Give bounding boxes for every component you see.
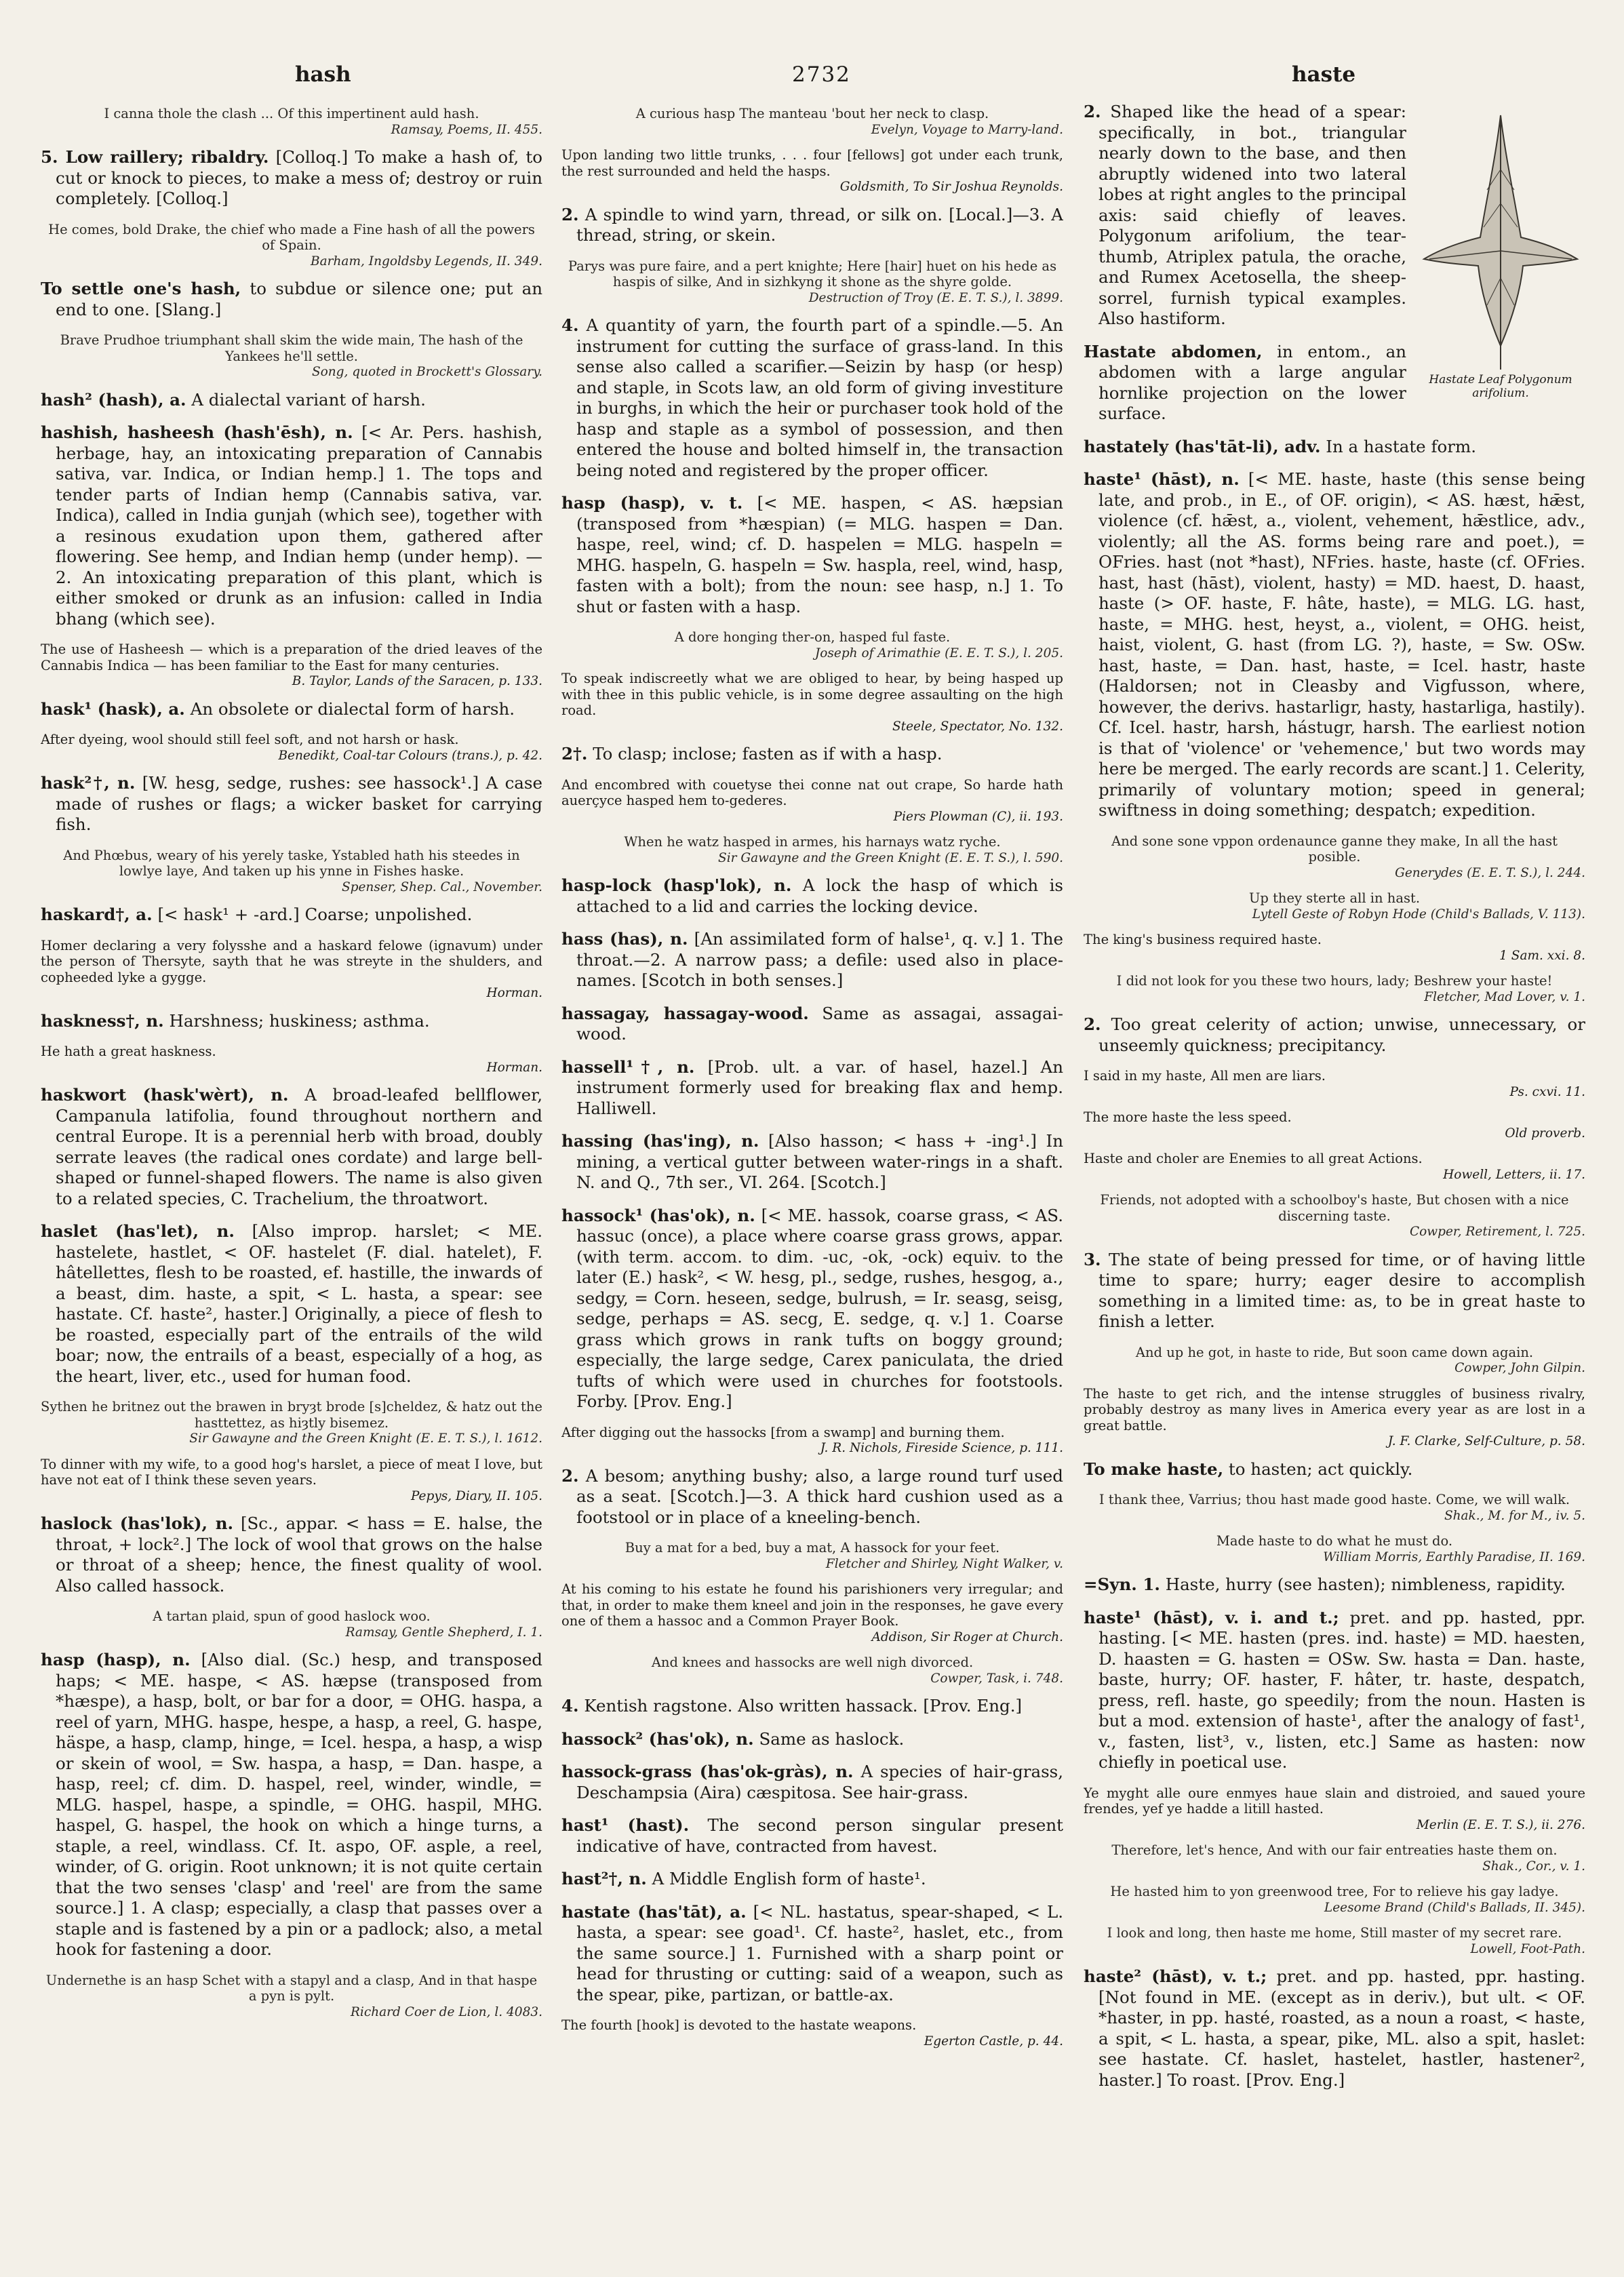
entry-headword: haskwort (hask'wèrt), n. [41,1085,289,1105]
dictionary-entry [1084,1575,1585,1596]
dictionary-entry [561,315,1063,481]
citation-source: J. R. Nichols, Fireside Science, p. 111. [820,1441,1063,1455]
entry-headword: To make haste, [1084,1459,1224,1479]
citation-source: Cowper, Retirement, l. 725. [1410,1225,1585,1239]
entry-headword: 4. [561,315,579,335]
dictionary-entry [41,905,542,926]
dictionary-entry [561,929,1063,991]
citation-source: Destruction of Troy (E. E. T. S.), l. 3899. [808,290,1063,305]
dictionary-entry [561,1131,1063,1193]
citation-text: The haste to get rich, and the intense struggles of business rivalry, probably destroy as many lives in America every year as are lost in a great battle. [1084,1385,1585,1433]
citation-quote [41,106,542,138]
entry-headword: haslock (has'lok), n. [41,1513,234,1533]
dictionary-entry [561,1004,1063,1045]
entry-headword: hassing (has'ing), n. [561,1131,759,1151]
entry-headword: haste¹ (hāst), n. [1084,469,1240,489]
citation-text: A tartan plaid, spun of good haslock woo. [153,1608,431,1624]
citation-text: And encombred with couetyse thei conne nat out crape, So harde hath auerçyce hasped hem to-gederes. [561,776,1063,808]
entry-headword: hask²†, n. [41,773,136,793]
entry-definition: [< Ar. Pers. hashish, herbage, hay, an intoxicating preparation of Cannabis sativa, var. Indica, or Indian hemp.] 1. The tops and tender parts of Indian hemp (Cannabis sativa, var. Indica), called in India gunjah (which see), together with a resinous exudation upon them, gathered after flowering. See hemp, and Indian hemp (under hemp). —2. An intoxicating preparation of this plant, which is either smoked or drunk as an infusion: called in India bhang (which see). [56,422,542,629]
entry-definition: [< NL. hastatus, spear-shaped, < L. hasta, a spear: see goad¹. Cf. haste², haslet, etc., from the same source.] 1. Furnished with a sharp point or head for thrusting or cutting: said of a weapon, such as the spear, pike, partizan, or battle-ax. [576,1901,1063,2004]
entry-definition: The state of being pressed for time, or of having little time to spare; hurry; eager desire to accomplish something in a limited time: as, to be in great haste to finish a letter. [1098,1249,1585,1331]
entry-definition: A lock the hasp of which is attached to a lid and carries the locking device. [576,875,1063,916]
citation-quote [1084,1925,1585,1957]
entry-definition: An obsolete or dialectal form of harsh. [190,698,515,719]
citation-note [561,1581,1063,1645]
dictionary-entry [1084,1966,1585,2091]
entry-definition: [Sc., appar. < hass = E. halse, the throat, + lock².] The lock of wool that grows on the halse or throat of a sheep; hence, the finest quality of wool. Also called hassock. [56,1513,542,1596]
entry-headword: hassock-grass (has'ok-gràs), n. [561,1762,854,1781]
citation-source: Fletcher, Mad Lover, v. 1. [1424,989,1585,1004]
citation-text: Homer declaring a very folysshe and a haskard felowe (ignavum) under the person of Thersyte, sayth that he was streyte in the shulders, and copheeded lyke a gygge. [41,937,542,985]
dictionary-entry [561,1696,1063,1717]
citation-text: I thank thee, Varrius; thou hast made good haste. Come, we will walk. [1098,1492,1570,1507]
citation-text: I look and long, then haste me home, Still master of my secret rare. [1107,1925,1562,1941]
citation-quote [561,106,1063,138]
citation-quote [41,222,542,270]
entry-definition: Haste, hurry (see hasten); nimbleness, rapidity. [1165,1575,1566,1594]
citation-note [1084,1068,1585,1100]
citation-quote [1084,1492,1585,1524]
entry-definition: to hasten; act quickly. [1228,1459,1413,1479]
citation-source: Cowper, Task, i. 748. [930,1671,1063,1686]
entry-headword: hass (has), n. [561,929,688,949]
page-number: 2732 [792,62,851,87]
citation-source: Ramsay, Gentle Shepherd, I. 1. [345,1625,542,1640]
entry-headword: hassagay, hassagay-wood. [561,1003,809,1023]
entry-definition: To clasp; inclose; fasten as if with a hasp. [593,744,943,764]
entry-headword: 5. Low raillery; ribaldry. [41,147,269,167]
citation-source: Generydes (E. E. T. S.), l. 244. [1395,865,1585,880]
citation-source: Goldsmith, To Sir Joshua Reynolds. [839,180,1063,194]
dictionary-entry [561,1729,1063,1750]
citation-text: Therefore, let's hence, And with our fair entreaties haste them on. [1111,1842,1558,1858]
citation-source: Old proverb. [1505,1126,1585,1141]
dictionary-entry [561,1902,1063,2006]
citation-source: Ramsay, Poems, II. 455. [391,122,542,137]
entry-definition: [Also hasson; < hass + -ing¹.] In mining, a vertical gutter between water-rings in a shaft. N. and Q., 7th ser., VI. 264. [Scotch.] [576,1131,1063,1192]
citation-quote [41,848,542,896]
citation-source: Sir Gawayne and the Green Knight (E. E. T. S.), l. 1612. [189,1431,542,1446]
citation-source: Horman. [486,1060,542,1075]
entry-definition: pret. and pp. hasted, ppr. hasting. [< ME. hasten (pres. ind. haste) = MD. haesten, D. haasten = G. hasten = OSw. Sw. hasta = Dan. haste, baste, hurry; OF. haster, F. hâter, tr. haste, despatch, press, refl. haste, go speedily; from the noun. Hasten is but a mod. extension of haste¹, after the analogy of fast¹, v., fasten, list³, v., listen, etc.] Same as hasten: now chiefly in poetical use. [1098,1607,1585,1772]
dictionary-entry [1084,1250,1585,1332]
entry-headword: hashish, hasheesh (hash'ēsh), n. [41,422,353,442]
entry-definition: A Middle English form of haste¹. [652,1869,926,1888]
citation-note [1084,1151,1585,1183]
entry-definition: [Colloq.] To make a hash of, to cut or knock to pieces, to make a mess of; destroy or ruin completely. [Colloq.] [56,147,542,208]
citation-note [561,2017,1063,2049]
citation-text: After digging out the hassocks [from a swamp] and burning them. [561,1424,1005,1440]
citation-note [1084,1785,1585,1834]
citation-quote [561,834,1063,866]
entry-definition: A spindle to wind yarn, thread, or silk on. [Local.]—3. A thread, string, or skein. [576,204,1063,245]
citation-source: Addison, Sir Roger at Church. [871,1629,1063,1644]
entry-headword: To settle one's hash, [41,279,241,298]
dictionary-entry [1084,1014,1585,1056]
citation-quote [1084,1345,1585,1377]
dictionary-entry [561,1869,1063,1890]
citation-quote [561,1540,1063,1572]
citation-text: He comes, bold Drake, the chief who made a Fine hash of all the powers of Spain. [48,221,535,253]
entry-definition: Same as assagai, assagai-wood. [576,1003,1063,1044]
citation-quote [41,332,542,380]
entry-headword: hasp-lock (hasp'lok), n. [561,875,792,895]
citation-source: Evelyn, Voyage to Marry-land. [871,122,1063,137]
citation-text: Upon landing two little trunks, . . . four [fellows] got under each trunk, the rest surrounded and held the hasps. [561,147,1063,179]
citation-source: Ps. cxvi. 11. [1509,1084,1585,1099]
citation-quote [561,629,1063,661]
citation-text: Up they sterte all in hast. [1248,890,1421,906]
citation-note [41,938,542,1002]
citation-text: The more haste the less speed. [1084,1109,1292,1125]
citation-text: A dore honging ther-on, hasped ful faste. [674,629,951,645]
citation-text: Friends, not adopted with a schoolboy's haste, But chosen with a nice discerning taste. [1100,1192,1569,1224]
entry-definition: The second person singular present indicative of have, contracted from havest. [576,1815,1063,1856]
dictionary-entry [41,773,542,835]
dictionary-entry [561,1057,1063,1120]
entry-headword: haskard†, a. [41,905,153,924]
citation-text: Parys was pure faire, and a pert knighte; Here [hair] huet on his hede as haspis of silke, And in sizhkyng it shone as the shyre golde. [568,258,1057,290]
citation-quote [1084,1842,1585,1874]
citation-source: Howell, Letters, ii. 17. [1443,1167,1585,1182]
citation-text: The fourth [hook] is devoted to the hastate weapons. [561,2017,917,2033]
citation-note [561,777,1063,825]
entry-definition: Shaped like the head of a spear: specifically, in bot., triangular nearly down to the base, and then abruptly widened into two lateral lobes at right angles to the principal axis: said chiefly of leaves. Polygonum arifolium, the tear-thumb, Atriplex patula, the orache, and Rumex Acetosella, the sheep-sorrel, furnish typical examples. Also hastiform. [1098,102,1406,328]
citation-text: And up he got, in haste to ride, But soon came down again. [1135,1344,1534,1360]
citation-text: Haste and choler are Enemies to all great Actions. [1084,1151,1423,1166]
dictionary-entry [41,1221,542,1387]
dictionary-entry [1084,1459,1585,1480]
citation-source: William Morris, Earthly Paradise, II. 169. [1323,1549,1585,1564]
citation-note [41,1457,542,1505]
leaf-caption: Hastate Leaf Polygonum arifolium. [1429,373,1572,400]
citation-quote [41,1608,542,1640]
citation-note [41,732,542,764]
citation-text: Sythen he britnez out the brawen in bryȝt brode [s]cheldez, & hatz out the hasttettez, as hiȝtly bisemez. [41,1399,542,1431]
entry-headword: hassock² (has'ok), n. [561,1728,754,1749]
citation-source: Lytell Geste of Robyn Hode (Child's Ballads, V. 113). [1252,907,1585,922]
citation-note [561,147,1063,195]
entry-definition: [Also dial. (Sc.) hesp, and transposed haps; < ME. haspe, < AS. hæpse (transposed from *hæspe), a hasp, bolt, or bar for a door, = OHG. haspa, a reel of yarn, MHG. haspe, hespe, a hasp, a reel, G. haspe, häspe, a hasp, clamp, hinge, = Icel. hespa, a hasp, a wisp or skein of wool, = Sw. haspa, a hasp, = Dan. haspe, a hasp, reel; cf. dim. D. haspel, reel, winder, windle, = MLG. haspel, haspe, a spindle, = OHG. haspil, MHG. haspel, G. haspel, the hook on which a hinge turns, a staple, a reel, windlass. Cf. It. aspo, OF. asple, a reel, winder, of G. origin. Root unknown; it is not quite certain that the two senses 'clasp' and 'reel' are from the same source.] 1. A clasp; especially, a clasp that passes over a staple and is fastened by a pin or a padlock; also, a metal hook for fastening a door. [56,1650,542,1959]
dictionary-entry [561,1466,1063,1528]
citation-source: Joseph of Arimathie (E. E. T. S.), l. 205. [814,646,1063,660]
citation-text: At his coming to his estate he found his parishioners very irregular; and that, in order to make them kneel and join in the responses, he gave every one of them a hassoc and a Common Prayer Book. [561,1581,1063,1629]
dictionary-entry [1084,437,1585,458]
dictionary-entry [41,699,542,720]
citation-quote [1084,890,1585,922]
citation-text: Brave Prudhoe triumphant shall skim the wide main, The hash of the Yankees he'll settle. [60,332,523,364]
citation-quote [561,1655,1063,1686]
entry-headword: 2. [1084,102,1101,121]
column-middle [561,102,1063,2238]
citation-quote [1084,833,1585,882]
entry-headword: hasp (hasp), n. [41,1650,191,1669]
citation-text: After dyeing, wool should still feel soft, and not harsh or hask. [41,732,459,747]
dictionary-entry [561,1206,1063,1412]
entry-definition: [< ME. hassok, coarse grass, < AS. hassuc (once), a place where coarse grass grows, appar. (with term. accom. to dim. -uc, -ok, -ock) equiv. to the later (E.) hask², < W. hesg, pl., sedge, rushes, hesgog, a., sedgy, = Corn. heseen, sedge, bulrush, = Ir. seasg, seisg, sedge, perhaps = AS. secg, E. sedge, q. v.] 1. Coarse grass which grows in rank tufts on boggy ground; especially, the large sedge, Carex paniculata, the dried tufts of which were used in churches for footstools. Forby. [Prov. Eng.] [576,1205,1063,1411]
dictionary-entry [41,1513,542,1596]
entry-headword: hassell¹†, n. [561,1056,695,1077]
citation-source: Richard Coer de Lion, l. 4083. [350,2004,542,2019]
dictionary-entry [561,493,1063,617]
citation-source: J. F. Clarke, Self-Culture, p. 58. [1387,1434,1585,1448]
citation-source: 1 Sam. xxi. 8. [1499,948,1585,963]
dictionary-entry [561,1815,1063,1857]
citation-note [41,1044,542,1075]
citation-source: Merlin (E. E. T. S.), ii. 276. [1416,1817,1585,1832]
entry-headword: 2†. [561,744,588,764]
entry-definition: A species of hair-grass, Deschampsia (Aira) cæspitosa. See hair-grass. [576,1762,1063,1802]
hastate-leaf-illustration [1416,102,1585,400]
citation-quote [1084,1884,1585,1916]
citation-text: The use of Hasheesh — which is a preparation of the dried leaves of the Cannabis Indica — has been familiar to the East for many centuries. [41,641,542,673]
citation-source: Spenser, Shep. Cal., November. [341,879,542,894]
citation-source: Lowell, Foot-Path. [1470,1941,1585,1956]
citation-source: Piers Plowman (C), ii. 193. [893,809,1063,824]
entry-headword: haste¹ (hāst), v. i. and t.; [1084,1607,1339,1627]
dictionary-entry [1084,1608,1585,1773]
citation-text: And Phœbus, weary of his yerely taske, Ystabled hath his steedes in lowlye laye, And taken up his ynne in Fishes haske. [63,847,520,879]
citation-source: Egerton Castle, p. 44. [924,2034,1063,2048]
column-left [41,102,542,2238]
citation-text: He hasted him to yon greenwood tree, For to relieve his gay ladye. [1110,1884,1559,1899]
entry-definition: [< ME. haspen, < AS. hæpsian (transposed from *hæspian) (= MLG. haspen = Dan. haspe, reel, wind; cf. D. haspelen = MLG. haspeln = MHG. haspeln, G. haspeln = Sw. haspla, reel, wind, hasp, fasten with a bolt); from the noun: see hasp, n.] 1. To shut or fasten with a hasp. [576,493,1063,616]
citation-text: He hath a great haskness. [41,1044,216,1059]
entry-definition: [Prob. ult. a var. of hasel, hazel.] An instrument formerly used for breaking flax and hemp. Halliwell. [576,1056,1063,1118]
page-header [0,62,1624,96]
citation-text: Made haste to do what he must do. [1216,1533,1453,1549]
entry-headword: 2. [1084,1014,1101,1034]
citation-quote [1084,973,1585,1005]
entry-headword: 2. [561,204,579,224]
entry-definition: Same as haslock. [759,1728,905,1749]
citation-text: I did not look for you these two hours, lady; Beshrew your haste! [1116,973,1553,989]
entry-headword: hastately (has'tāt-li), adv. [1084,436,1321,456]
citation-source: Fletcher and Shirley, Night Walker, v. [825,1556,1063,1571]
entry-definition: [< hask¹ + -ard.] Coarse; unpolished. [157,905,473,924]
citation-quote [561,258,1063,306]
entry-headword: 4. [561,1696,579,1716]
entry-headword: hassock¹ (has'ok), n. [561,1205,755,1225]
dictionary-entry [561,744,1063,765]
entry-headword: haskness†, n. [41,1010,164,1031]
citation-note [1084,932,1585,964]
entry-definition: A dialectal variant of harsh. [191,389,426,410]
citation-note [561,671,1063,734]
entry-definition: [An assimilated form of halse¹, q. v.] 1. The throat.—2. A narrow pass; a defile: used also in place-names. [Scotch in both senses.] [576,929,1063,990]
dictionary-entry [41,147,542,210]
entry-definition: [< ME. haste, haste (this sense being late, and prob., in E., of OF. origin), < AS. hæst, hǣst, violence (cf. hǣst, a., violent, vehement, hǣstlice, adv., violently; all the AS. forms being rare and poet.), = OFries. hast (not *hast), NFries. haste, haste (cf. OFries. hast, hast (hāst), violent, hasty) = MD. haest, D. haast, haste (> OF. haste, F. hâte, haste), = MLG. LG. hast, haste, = MHG. hest, heyst, a., violent, = OHG. heist, haist, violent, G. hast (from LG. ?), haste, = Sw. OSw. hast, haste, = Dan. hast, haste, = Icel. hastr, haste (Haldorsen; not in Cleasby and Vigfusson, where, however, the derivs. hastarligr, hasty, hastarliga, hastily). Cf. Icel. hastr, harsh, hástugr, harsh. The earliest notion is that of 'violence' or 'vehemence,' but two words may here be merged. The early records are scant.] 1. Celerity, primarily of voluntary motion; speed in general; swiftness in doing something; despatch; expedition. [1098,469,1585,820]
entry-definition: A broad-leafed bellflower, Campanula latifolia, found throughout northern and central Europe. It is a perennial herb with broad, doubly serrate leaves (the radical ones cordate) and large bell-shaped or funnel-shaped flowers. The name is also given to a related species, C. Trachelium, the throatwort. [56,1085,542,1208]
dictionary-entry [41,1085,542,1209]
citation-source: Barham, Ingoldsby Legends, II. 349. [311,254,542,269]
running-head-left: hash [295,62,351,87]
running-head-right: haste [1292,62,1356,87]
dictionary-entry [41,1650,542,1960]
entry-definition: pret. and pp. hasted, ppr. hasting. [Not found in ME. (except as in deriv.), but ult. < OF. *haster, in pp. hasté, roasted, as a noun a roast, < haste, a spit, < L. hasta, a spear, pike, ML. also a spit, haslet: see hastate. Cf. haslet, hastelet, hastler, hastener², haster.] To roast. [Prov. Eng.] [1098,1966,1585,2090]
citation-source: Shak., Cor., v. 1. [1482,1859,1585,1874]
dictionary-entry [1084,469,1585,821]
citation-source: Shak., M. for M., iv. 5. [1444,1508,1585,1523]
entry-definition: A quantity of yarn, the fourth part of a spindle.—5. An instrument for cutting the surface of grass-land. In this sense also called a scarifier.—Seizin by hasp (or hesp) and staple, in Scots law, an old form of giving investiture in burghs, in which the heir or purchaser took hold of the hasp and staple as a symbol of possession, and then entered the house and bolted himself in, the transaction being noted and registered by the proper officer. [576,315,1063,480]
citation-text: A curious hasp The manteau 'bout her neck to clasp. [635,106,989,121]
citation-quote [41,1399,542,1447]
dictionary-entry [561,1762,1063,1803]
entry-headword: 3. [1084,1249,1101,1269]
entry-headword: 2. [561,1465,579,1486]
leaf-icon [1416,102,1585,373]
entry-definition: [Also improp. harslet; < ME. hastelete, hastlet, < OF. hastelet (F. dial. hatelet), F. hâtellettes, flesh to be roasted, ef. hastille, the inwards of a beast, dim. haste, a spit, < L. hasta, a spear: see hastate. Cf. haste², haster.] Originally, a piece of flesh to be roasted, especially part of the entrails of the wild boar; now, the entrails of a beast, especially of a hog, as the heart, liver, etc., used for human food. [56,1221,542,1386]
dictionary-entry [41,279,542,320]
entry-definition: [W. hesg, sedge, rushes: see hassock¹.] A case made of rushes or flags; a wicker basket for carrying fish. [56,773,542,834]
entry-definition: In a hastate form. [1326,436,1477,456]
citation-quote [1084,1533,1585,1565]
entry-definition: Harshness; huskiness; asthma. [169,1010,430,1031]
entry-headword: hash² (hash), a. [41,389,186,410]
entry-headword: hastate (has'tāt), a. [561,1901,747,1922]
citation-note [1084,1386,1585,1450]
citation-source: Benedikt, Coal-tar Colours (trans.), p. 42. [278,748,542,763]
entry-definition: Kentish ragstone. Also written hassack. [Prov. Eng.] [584,1696,1023,1716]
citation-source: Horman. [486,986,542,1000]
entry-definition: to subdue or silence one; put an end to one. [Slang.] [56,279,542,319]
citation-quote [1084,1192,1585,1240]
citation-text: To dinner with my wife, to a good hog's harslet, a piece of meat I love, but have not eat of I think these seven years. [41,1456,542,1488]
citation-source: Steele, Spectator, No. 132. [892,719,1063,734]
entry-definition: Too great celerity of action; unwise, unnecessary, or unseemly quickness; precipitancy. [1098,1014,1585,1055]
entry-headword: hast¹ (hast). [561,1815,690,1835]
citation-source: B. Taylor, Lands of the Saracen, p. 133. [292,674,542,688]
citation-note [561,1425,1063,1457]
entry-headword: Hastate abdomen, [1084,341,1263,361]
dictionary-entry [561,875,1063,917]
entry-headword: hasp (hasp), v. t. [561,493,743,513]
citation-text: When he watz hasped in armes, his harnays watz ryche. [624,834,1001,850]
citation-text: To speak indiscreetly what we are obliged to hear, by being hasped up with thee in this public vehicle, is in some degree assaulting on the high road. [561,671,1063,718]
citation-source: Song, quoted in Brockett's Glossary. [311,365,542,379]
entry-definition: in entom., an abdomen with a large angular hornlike projection on the lower surface. [1098,341,1406,423]
citation-source: Pepys, Diary, II. 105. [410,1488,542,1503]
citation-source: Cowper, John Gilpin. [1454,1361,1585,1375]
citation-note [1084,1109,1585,1141]
citation-quote [41,1973,542,2021]
dictionary-entry [561,205,1063,246]
entry-headword: =Syn. 1. [1084,1575,1160,1594]
entry-headword: haslet (has'let), n. [41,1221,235,1241]
citation-text: Buy a mat for a bed, buy a mat, A hassock for your feet. [625,1540,1000,1556]
dictionary-entry [41,390,542,411]
column-right [1084,102,1585,2238]
entry-definition: A besom; anything bushy; also, a large round turf used as a seat. [Scotch.]—3. A thick hard cushion used as a footstool or in place of a kneeling-bench. [576,1465,1063,1527]
citation-note [41,641,542,690]
entry-headword: hask¹ (hask), a. [41,698,185,719]
citation-text: I said in my haste, All men are liars. [1084,1068,1326,1084]
dictionary-entry [41,422,542,629]
citation-text: The king's business required haste. [1084,932,1322,947]
citation-source: Sir Gawayne and the Green Knight (E. E. T. S.), l. 590. [718,850,1063,865]
citation-text: Ye myght alle oure enmyes haue slain and distroied, and saued youre frendes, yef ye hadde a litill hasted. [1084,1785,1585,1817]
citation-text: Undernethe is an hasp Schet with a stapyl and a clasp, And in that haspe a pyn is pylt. [45,1972,538,2004]
entry-headword: hast²†, n. [561,1869,647,1888]
dictionary-entry [41,1011,542,1032]
entry-headword: haste² (hāst), v. t.; [1084,1966,1267,1986]
citation-text: And sone sone vppon ordenaunce ganne they make, In all the hast posible. [1111,833,1558,865]
citation-text: And knees and hassocks are well nigh divorced. [651,1655,974,1670]
citation-source: Leesome Brand (Child's Ballads, II. 345). [1324,1900,1585,1915]
citation-text: I canna thole the clash ... Of this impertinent auld hash. [104,106,479,121]
